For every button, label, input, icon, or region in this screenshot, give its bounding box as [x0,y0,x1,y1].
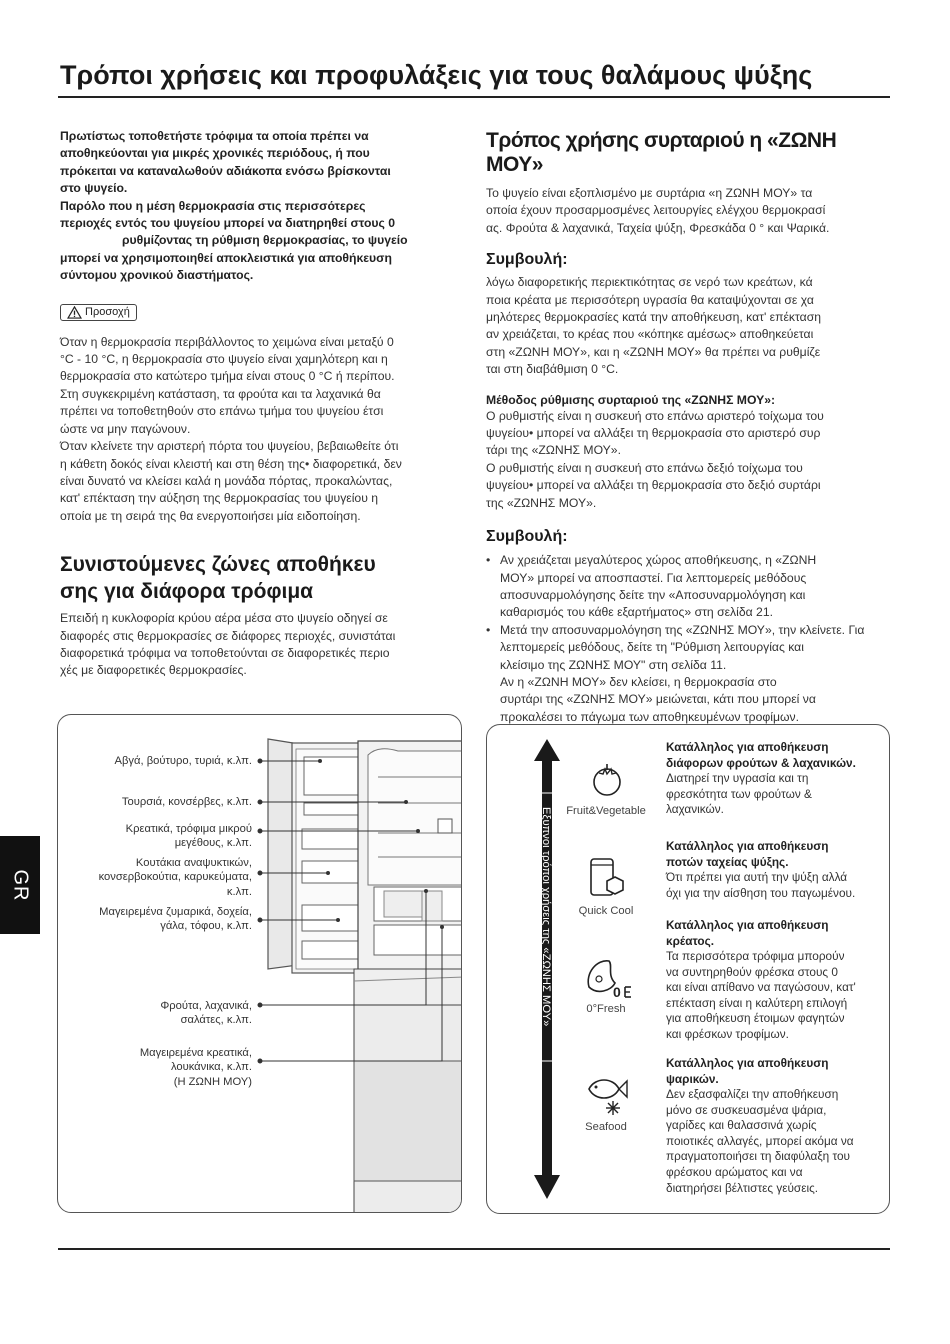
fridge-label [126,822,252,851]
category-desc-line: να συντηρηθούν φρέσκα στους 0 [666,964,838,979]
caution-line: Στη συγκεκριμένη κατάσταση, τα φρούτα και τα λαχανικά θα [60,386,381,401]
category-desc-line: μόνο σε συσκευασμένα ψάρια, [666,1102,827,1117]
language-tab-label: GR [9,869,32,901]
fridge-label-line: σαλάτες, κ.λπ. [180,1014,252,1027]
zones-line: Επειδή η κυκλοφορία κρύου αέρα μέσα στο ψυγείο οδηγεί σε [60,611,388,626]
category-title-line: Κατάλληλος για αποθήκευση [666,1056,829,1070]
footer-divider [58,1248,890,1250]
tip-heading: Συμβουλή: [486,251,568,269]
method-line: ψυγείου• μπορεί να αλλάξει τη θερμοκρασία στο δεξιό συρτάρι [486,478,821,493]
tip-line: ποια κρέατα με περισσότερη υγρασία θα καταψύχονται σε χα [486,292,814,307]
bullet-line: προκαλέσει το πάγωμα των αποθηκευμένων τροφίμων. [500,709,799,724]
intro-line: αποθηκεύονται για μικρές χρονικές περιόδους, ή που [60,146,370,161]
category-title-line: ποτών ταχείας ψύξης. [666,854,789,869]
fridge-illustration [58,715,462,1213]
intro-line: ρυθμίζοντας τη ρύθμιση θερμοκρασίας, το ψυγείο [122,233,408,248]
title-divider [58,96,890,98]
svg-text:0: 0 [613,984,621,1000]
caution-label: Προσοχή [85,306,130,319]
category-title-line: ψαρικών. [666,1071,719,1086]
fish-icon [583,1069,633,1117]
caution-text [60,334,465,525]
fridge-label-line: λουκάνικα, κ.λπ. [170,1061,252,1074]
caution-line: θερμοκρασία στο κατώτερο τμήμα είναι στους 0 °C ή περίπου. [60,369,395,384]
zones-line: διαφορές στις θερμοκρασίες σε διάφορες περιοχές, συνιστάται [60,628,396,643]
category-title [666,839,828,870]
right-column [486,128,890,726]
bullet-line: κλείσιμο της ΖΩΝΗΣ ΜΟΥ" στη σελίδα 11. [500,657,727,672]
intro-line: στο ψυγείο. [60,181,128,196]
fridge-label [99,856,252,899]
zone-axis-label-text: Εξυπνοι τρόποι χρήσεις της «ΖΩΝΗΣ ΜΟΥ» [540,807,552,1027]
drawer-line: Το ψυγείο είναι εξοπλισμένο με συρτάρια «η ΖΩΝΗ ΜΟΥ» τα [486,186,813,200]
fridge-label-line: γάλα, τόφου, κ.λπ. [160,920,252,933]
page-title: Τρόποι χρήσεις και προφυλάξεις για τους θαλάμους ψύξης [60,60,813,90]
fridge-label-line: Μαγειρεμένα κρεατικά, [139,1047,252,1059]
zones-heading-line: Συνιστούμενες ζώνες αποθήκευ [60,553,376,577]
icon-label: 0°Fresh [586,1003,626,1015]
caution-line: η κάθετη δοκός είναι κλειστή και στη θέση της• διαφορετικά, δεν [60,456,402,471]
caution-badge [60,304,137,321]
icon-label: Seafood [585,1121,627,1133]
fridge-label-line: κ.λπ. [226,885,252,898]
caution-line: οποία με τη σειρά της θα ενεργοποιήσει μία ειδοποίηση. [60,508,361,523]
bullet-line: λεπτομερείς μεθόδους, δείτε τη "Ρύθμιση λειτουργίας και [500,640,804,655]
category-description [666,1087,854,1196]
bullet-line: συρτάρι της «ΖΩΝΗΣ ΜΟΥ» μειώνεται, κάτι που μπορεί να [500,692,816,707]
fridge-label [115,754,252,768]
method-title: Μέθοδος ρύθμισης συρταριού της «ΖΩΝΗΣ ΜΟΥ»: [486,392,776,407]
zones-line: διαφορετικά τρόφιμα να τοποθετούνται σε διαφορετικές περιο [60,645,390,660]
category-desc-line: Τα περισσότερα τρόφιμα μπορούν [666,949,845,963]
left-column [60,128,465,680]
fridge-label-line: Τουρσιά, κονσέρβες, κ.λπ. [121,796,252,808]
caution-line: κατ' επέκταση την αύξηση της θερμοκρασίας του ψυγείου η [60,491,379,506]
bullet-line: αποσυναρμολόγησης δείτε την «Αποσυναρμολόγηση και [500,587,806,602]
category-description [666,771,812,818]
category-desc-line: διατηρήσει βέλτιστες γεύσεις. [666,1180,819,1195]
category-title-line: Κατάλληλος για αποθήκευση [666,918,829,932]
tip-line: λόγω διαφορετικής περιεκτικότητας σε νερό των κρεάτων, κά [486,275,813,290]
drawer-text [486,185,890,237]
tip-line: αν χρειάζεται, το κρέας που «κόπηκε αμέσως» αποθηκεύεται [486,327,814,342]
category-title [666,1056,828,1087]
category-desc-line: Διατηρεί την υγρασία και τη [666,771,809,785]
bullet-line: καθαρισμός του κάθε εξαρτήματος» στη σελίδα 21. [500,605,773,620]
zones-line: χές με διαφορετικές θερμοκρασίες. [60,663,247,678]
category-title-line: Κατάλληλος για αποθήκευση [666,839,829,853]
intro-line: σύντομου χρονικού διαστήματος. [60,268,254,283]
category-desc-line: φρέσκου αρώματος και να [666,1164,803,1179]
category-title [666,740,856,771]
tip-line: στη «ΖΩΝΗ ΜΟΥ», και η «ΖΩΝΗ ΜΟΥ» θα πρέπει να ρυθμίζε [486,344,821,359]
category-desc-line: φρεσκότητα των φρούτων & [666,786,812,801]
tip-text [486,274,890,378]
list-item [486,552,890,622]
category-desc-line: Ότι πρέπει για αυτή την ψύξη αλλά [666,870,848,884]
method-line: Ο ρυθμιστής είναι η συσκευή στο επάνω δεξιό τοίχωμα του [486,460,803,475]
tip2-list [486,552,890,726]
category-desc-line: για αποθήκευση έτοιμων φαγητών [666,1011,845,1026]
icon-label: Fruit&Vegetable [566,805,646,817]
caution-line: Όταν κλείνετε την αριστερή πόρτα του ψυγείου, βεβαιωθείτε ότι [60,439,399,454]
method-line: της «ΖΩΝΗΣ ΜΟΥ». [486,495,597,510]
list-item [486,622,890,726]
drawer-line: οποία έχουν προσαρμοσμένες λειτουργίες ελέγχου θερμοκρασί [486,203,826,218]
tip2-heading: Συμβουλή: [486,528,568,546]
fridge-label-line: Φρούτα, λαχανικά, [160,1000,252,1012]
intro-line: Πρωτίστως τοποθετήστε τρόφιμα τα οποία πρέπει να [60,129,369,143]
caution-line: ώστε να μην παγώνουν. [60,421,191,436]
food-zone-diagram [486,724,890,1214]
drink-can-icon [585,853,629,901]
tip-line: ται στη διαβάθμιση 0 °C. [486,362,619,377]
category-title-line: διάφορων φρούτων & λαχανικών. [666,755,856,770]
fridge-label-line: Κρεατικά, τρόφιμα μικρού [125,823,252,835]
drawer-line: ας. Φρούτα & λαχανικά, Ταχεία ψύξη, Φρεσκάδα 0 ° και Ψαρικά. [486,220,830,235]
intro-line: μπορεί να χρησιμοποιηθεί αποκλειστικά για αποθήκευση [60,250,392,265]
intro-line: πρόκειται να καταναλωθούν αδιάκοπα ενόσω βρίσκονται [60,163,391,178]
fridge-label [140,1046,252,1089]
category-description [666,949,856,1043]
fridge-label-line: Κουτάκια αναψυκτικών, [135,857,252,869]
zones-heading-line: σης για διάφορα τρόφιμα [60,580,314,604]
zone-axis-label [541,807,553,1087]
drawer-heading: Τρόπος χρήσης συρταριού η «ΖΩΝΗ ΜΟΥ» [486,129,837,176]
category-title [666,918,828,949]
fridge-label-line: Αβγά, βούτυρο, τυριά, κ.λπ. [114,755,252,767]
method-text [486,408,890,512]
category-desc-line: όχι για την αίσθηση του παγωμένου. [666,885,856,900]
bullet-line: • Μετά την αποσυναρμολόγηση της «ΖΩΝΗΣ ΜΟΥ», την κλείνετε. Για [500,622,865,637]
fridge-label [160,999,252,1028]
method-line: τάρι της «ΖΩΝΗΣ ΜΟΥ». [486,443,621,458]
bullet-line: ΜΟΥ» μπορεί να αποσπαστεί. Για λεπτομερείς μεθόδους [500,570,807,585]
fridge-label-line: Μαγειρεμένα ζυμαρικά, δοχεία, [99,906,252,918]
method-line: ψυγείου• μπορεί να αλλάξει τη θερμοκρασία στο αριστερό συρ [486,426,821,441]
category-title-line: Κατάλληλος για αποθήκευση [666,740,829,754]
category-desc-line: επέκταση είναι η καλύτερη επιλογή [666,995,848,1010]
category-desc-line: λαχανικών. [666,802,724,817]
intro-paragraph [60,128,465,285]
tomato-icon [587,759,627,799]
category-desc-line: και φρέσκων τροφίμων. [666,1026,789,1041]
zones-heading [60,551,465,605]
warning-triangle-icon [67,306,82,319]
caution-line: Όταν η θερμοκρασία περιβάλλοντος το χειμώνα είναι μεταξύ 0 [60,334,394,349]
caution-line: είναι δυνατό να κλείσει καλά η μονάδα πόρτας, προκαλώντας, [60,473,393,488]
category-title-line: κρέατος. [666,933,715,948]
language-tab [0,836,40,934]
category-desc-line: γαρίδες και θαλασσινά χωρίς [666,1118,817,1133]
caution-line: °C - 10 °C, η θερμοκρασία στο ψυγείο είναι χαμηλότερη και η [60,352,388,367]
fridge-label-line: (Η ΖΩΝΗ ΜΟΥ) [173,1075,252,1088]
method-line: Ο ρυθμιστής είναι η συσκευή στο επάνω αριστερό τοίχωμα του [486,408,824,423]
fridge-label-line: κονσερβοκούτια, καρυκεύματα, [98,871,252,884]
zones-text [60,610,465,680]
tip-line: μηλότερες θερμοκρασίες κατά την αποθήκευση, κατ' επέκταση [486,310,822,325]
fridge-label [122,795,252,809]
category-desc-line: ποιοτικές αλλαγές, μπορεί ακόμα να [666,1133,854,1148]
fridge-label [99,905,252,934]
category-desc-line: και είναι απίθανο να παγώσουν, κατ' [666,980,856,995]
category-description [666,870,855,901]
bullet-line: Αν η «ΖΩΝΗ ΜΟΥ» δεν κλείσει, η θερμοκρασία στο [500,674,777,689]
intro-line: περιοχές εντός του ψυγείου μπορεί να διατηρηθεί στους 0 [60,216,396,231]
intro-line: Παρόλο που η μέση θερμοκρασία στις περισσότερες [60,198,366,213]
icon-label: Quick Cool [578,905,634,917]
caution-line: πρέπει να τοποθετηθούν στο επάνω τμήμα του ψυγείου έτσι [60,404,384,419]
meat-icon [583,953,633,1001]
fridge-diagram [57,714,462,1213]
bullet-line: • Αν χρειάζεται μεγαλύτερος χώρος αποθήκευσης, η «ΖΩΝΗ [500,553,817,568]
category-desc-line: πραγματοποιήσει τη διαφύλαξη του [666,1149,850,1164]
category-desc-line: Δεν εξασφαλίζει την αποθήκευση [666,1087,839,1101]
fridge-label-line: μεγέθους, κ.λπ. [174,837,252,850]
